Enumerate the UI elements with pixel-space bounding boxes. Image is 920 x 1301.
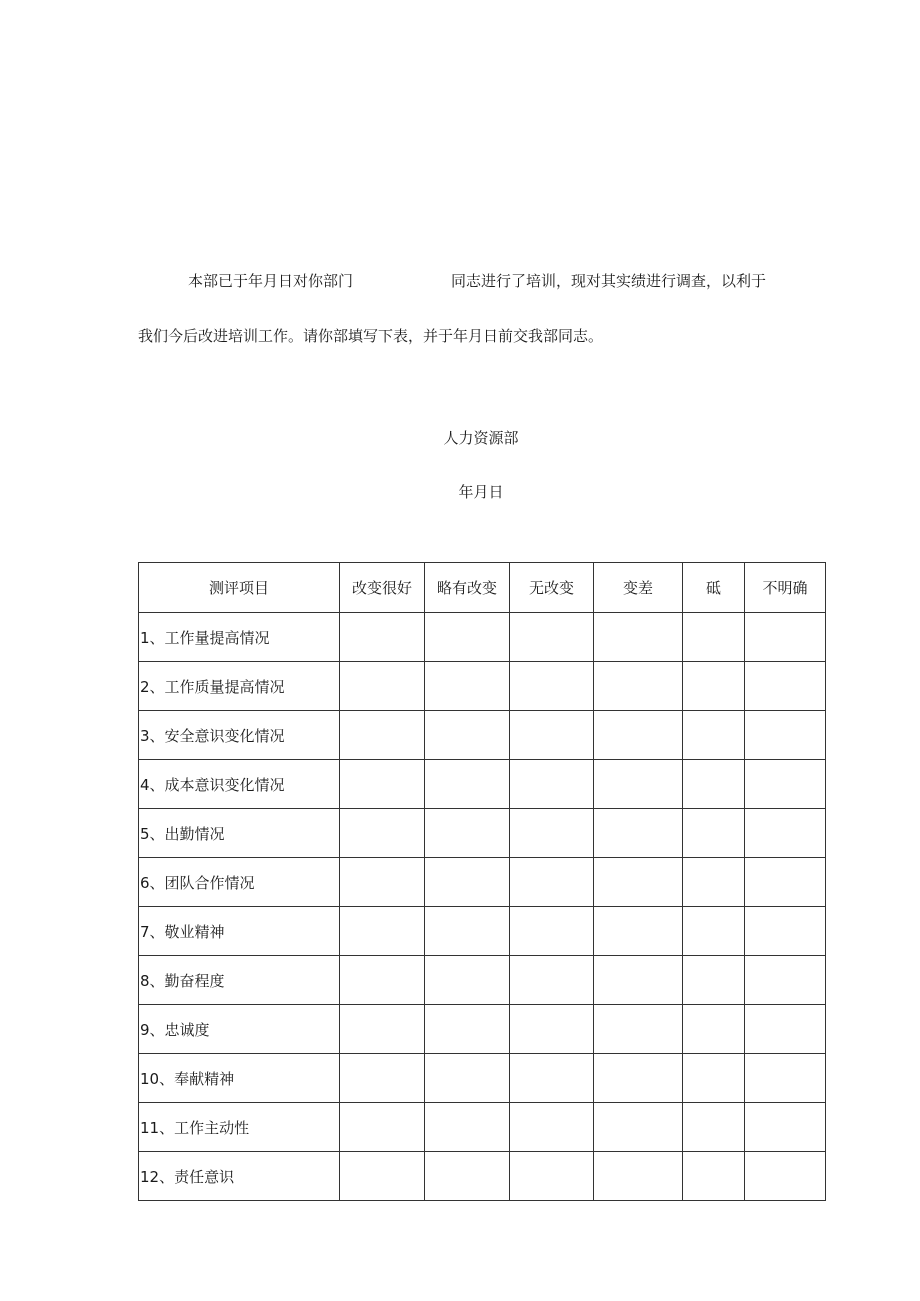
table-row (139, 1152, 826, 1201)
evaluation-item: 8、勤奋程度 (139, 956, 340, 1005)
rating-cell[interactable] (745, 662, 826, 711)
rating-cell[interactable] (683, 1054, 745, 1103)
rating-cell[interactable] (340, 858, 425, 907)
rating-cell[interactable] (594, 1152, 683, 1201)
evaluation-item: 10、奉献精神 (139, 1054, 340, 1103)
header-no-change: 无改变 (510, 563, 594, 613)
rating-cell[interactable] (510, 1152, 594, 1201)
rating-cell[interactable] (340, 1152, 425, 1201)
table-row (139, 1005, 826, 1054)
rating-cell[interactable] (745, 1103, 826, 1152)
table-row (139, 1103, 826, 1152)
rating-cell[interactable] (425, 760, 510, 809)
rating-cell[interactable] (683, 907, 745, 956)
rating-cell[interactable] (594, 1005, 683, 1054)
signature-date: 年月日 (458, 483, 504, 501)
rating-cell[interactable] (340, 760, 425, 809)
table-row (139, 613, 826, 662)
rating-cell[interactable] (340, 662, 425, 711)
rating-cell[interactable] (340, 1103, 425, 1152)
rating-cell[interactable] (425, 1152, 510, 1201)
rating-cell[interactable] (683, 1103, 745, 1152)
header-changed-very-well: 改变很好 (340, 563, 425, 613)
rating-cell[interactable] (510, 1054, 594, 1103)
table-row (139, 760, 826, 809)
rating-cell[interactable] (425, 858, 510, 907)
rating-cell[interactable] (745, 1152, 826, 1201)
evaluation-item: 4、成本意识变化情况 (139, 760, 340, 809)
rating-cell[interactable] (510, 907, 594, 956)
department-signature: 人力资源部 (443, 429, 519, 447)
rating-cell[interactable] (683, 1152, 745, 1201)
evaluation-item: 2、工作质量提高情况 (139, 662, 340, 711)
rating-cell[interactable] (745, 809, 826, 858)
rating-cell[interactable] (594, 711, 683, 760)
rating-cell[interactable] (510, 760, 594, 809)
rating-cell[interactable] (683, 613, 745, 662)
table-row (139, 1054, 826, 1103)
rating-cell[interactable] (594, 1103, 683, 1152)
table-row (139, 907, 826, 956)
notice-line-2: 我们今后改进培训工作。请你部填写下表，并于年月日前交我部同志。 (138, 327, 604, 345)
rating-cell[interactable] (340, 1005, 425, 1054)
rating-cell[interactable] (425, 1103, 510, 1152)
evaluation-item: 3、安全意识变化情况 (139, 711, 340, 760)
header-slightly-changed: 略有改变 (425, 563, 510, 613)
evaluation-table (138, 562, 826, 1201)
rating-cell[interactable] (425, 1054, 510, 1103)
rating-cell[interactable] (510, 711, 594, 760)
header-col-6: 砥 (683, 563, 745, 613)
rating-cell[interactable] (683, 662, 745, 711)
rating-cell[interactable] (683, 711, 745, 760)
rating-cell[interactable] (594, 858, 683, 907)
rating-cell[interactable] (425, 809, 510, 858)
rating-cell[interactable] (425, 662, 510, 711)
evaluation-item: 11、工作主动性 (139, 1103, 340, 1152)
notice-line-1-part-1: 本部已于年月日对你部门 (188, 272, 354, 290)
rating-cell[interactable] (340, 613, 425, 662)
table-row (139, 956, 826, 1005)
rating-cell[interactable] (594, 809, 683, 858)
rating-cell[interactable] (683, 760, 745, 809)
evaluation-item: 1、工作量提高情况 (139, 613, 340, 662)
rating-cell[interactable] (510, 858, 594, 907)
rating-cell[interactable] (340, 711, 425, 760)
table-header-row (139, 563, 826, 613)
rating-cell[interactable] (594, 613, 683, 662)
rating-cell[interactable] (683, 1005, 745, 1054)
rating-cell[interactable] (745, 613, 826, 662)
table-row (139, 809, 826, 858)
rating-cell[interactable] (510, 1103, 594, 1152)
rating-cell[interactable] (510, 1005, 594, 1054)
rating-cell[interactable] (425, 711, 510, 760)
rating-cell[interactable] (425, 1005, 510, 1054)
rating-cell[interactable] (510, 662, 594, 711)
rating-cell[interactable] (340, 907, 425, 956)
header-worse: 变差 (594, 563, 683, 613)
rating-cell[interactable] (510, 809, 594, 858)
rating-cell[interactable] (683, 809, 745, 858)
table-row (139, 858, 826, 907)
evaluation-item: 6、团队合作情况 (139, 858, 340, 907)
rating-cell[interactable] (594, 956, 683, 1005)
rating-cell[interactable] (745, 760, 826, 809)
rating-cell[interactable] (745, 1054, 826, 1103)
table-row (139, 711, 826, 760)
evaluation-item: 5、出勤情况 (139, 809, 340, 858)
table-row (139, 662, 826, 711)
rating-cell[interactable] (745, 907, 826, 956)
rating-cell[interactable] (594, 907, 683, 956)
header-item: 测评项目 (139, 563, 340, 613)
evaluation-item: 12、责任意识 (139, 1152, 340, 1201)
rating-cell[interactable] (683, 858, 745, 907)
rating-cell[interactable] (340, 956, 425, 1005)
rating-cell[interactable] (683, 956, 745, 1005)
rating-cell[interactable] (594, 662, 683, 711)
rating-cell[interactable] (425, 907, 510, 956)
rating-cell[interactable] (594, 1054, 683, 1103)
rating-cell[interactable] (510, 613, 594, 662)
rating-cell[interactable] (745, 711, 826, 760)
rating-cell[interactable] (340, 809, 425, 858)
notice-line-1-part-2: 同志进行了培训，现对其实绩进行调查，以利于 (451, 272, 767, 290)
rating-cell[interactable] (510, 956, 594, 1005)
evaluation-item: 7、敬业精神 (139, 907, 340, 956)
rating-cell[interactable] (745, 858, 826, 907)
rating-cell[interactable] (745, 1005, 826, 1054)
rating-cell[interactable] (745, 956, 826, 1005)
rating-cell[interactable] (594, 760, 683, 809)
rating-cell[interactable] (425, 613, 510, 662)
rating-cell[interactable] (425, 956, 510, 1005)
header-unclear: 不明确 (745, 563, 826, 613)
evaluation-item: 9、忠诚度 (139, 1005, 340, 1054)
rating-cell[interactable] (340, 1054, 425, 1103)
